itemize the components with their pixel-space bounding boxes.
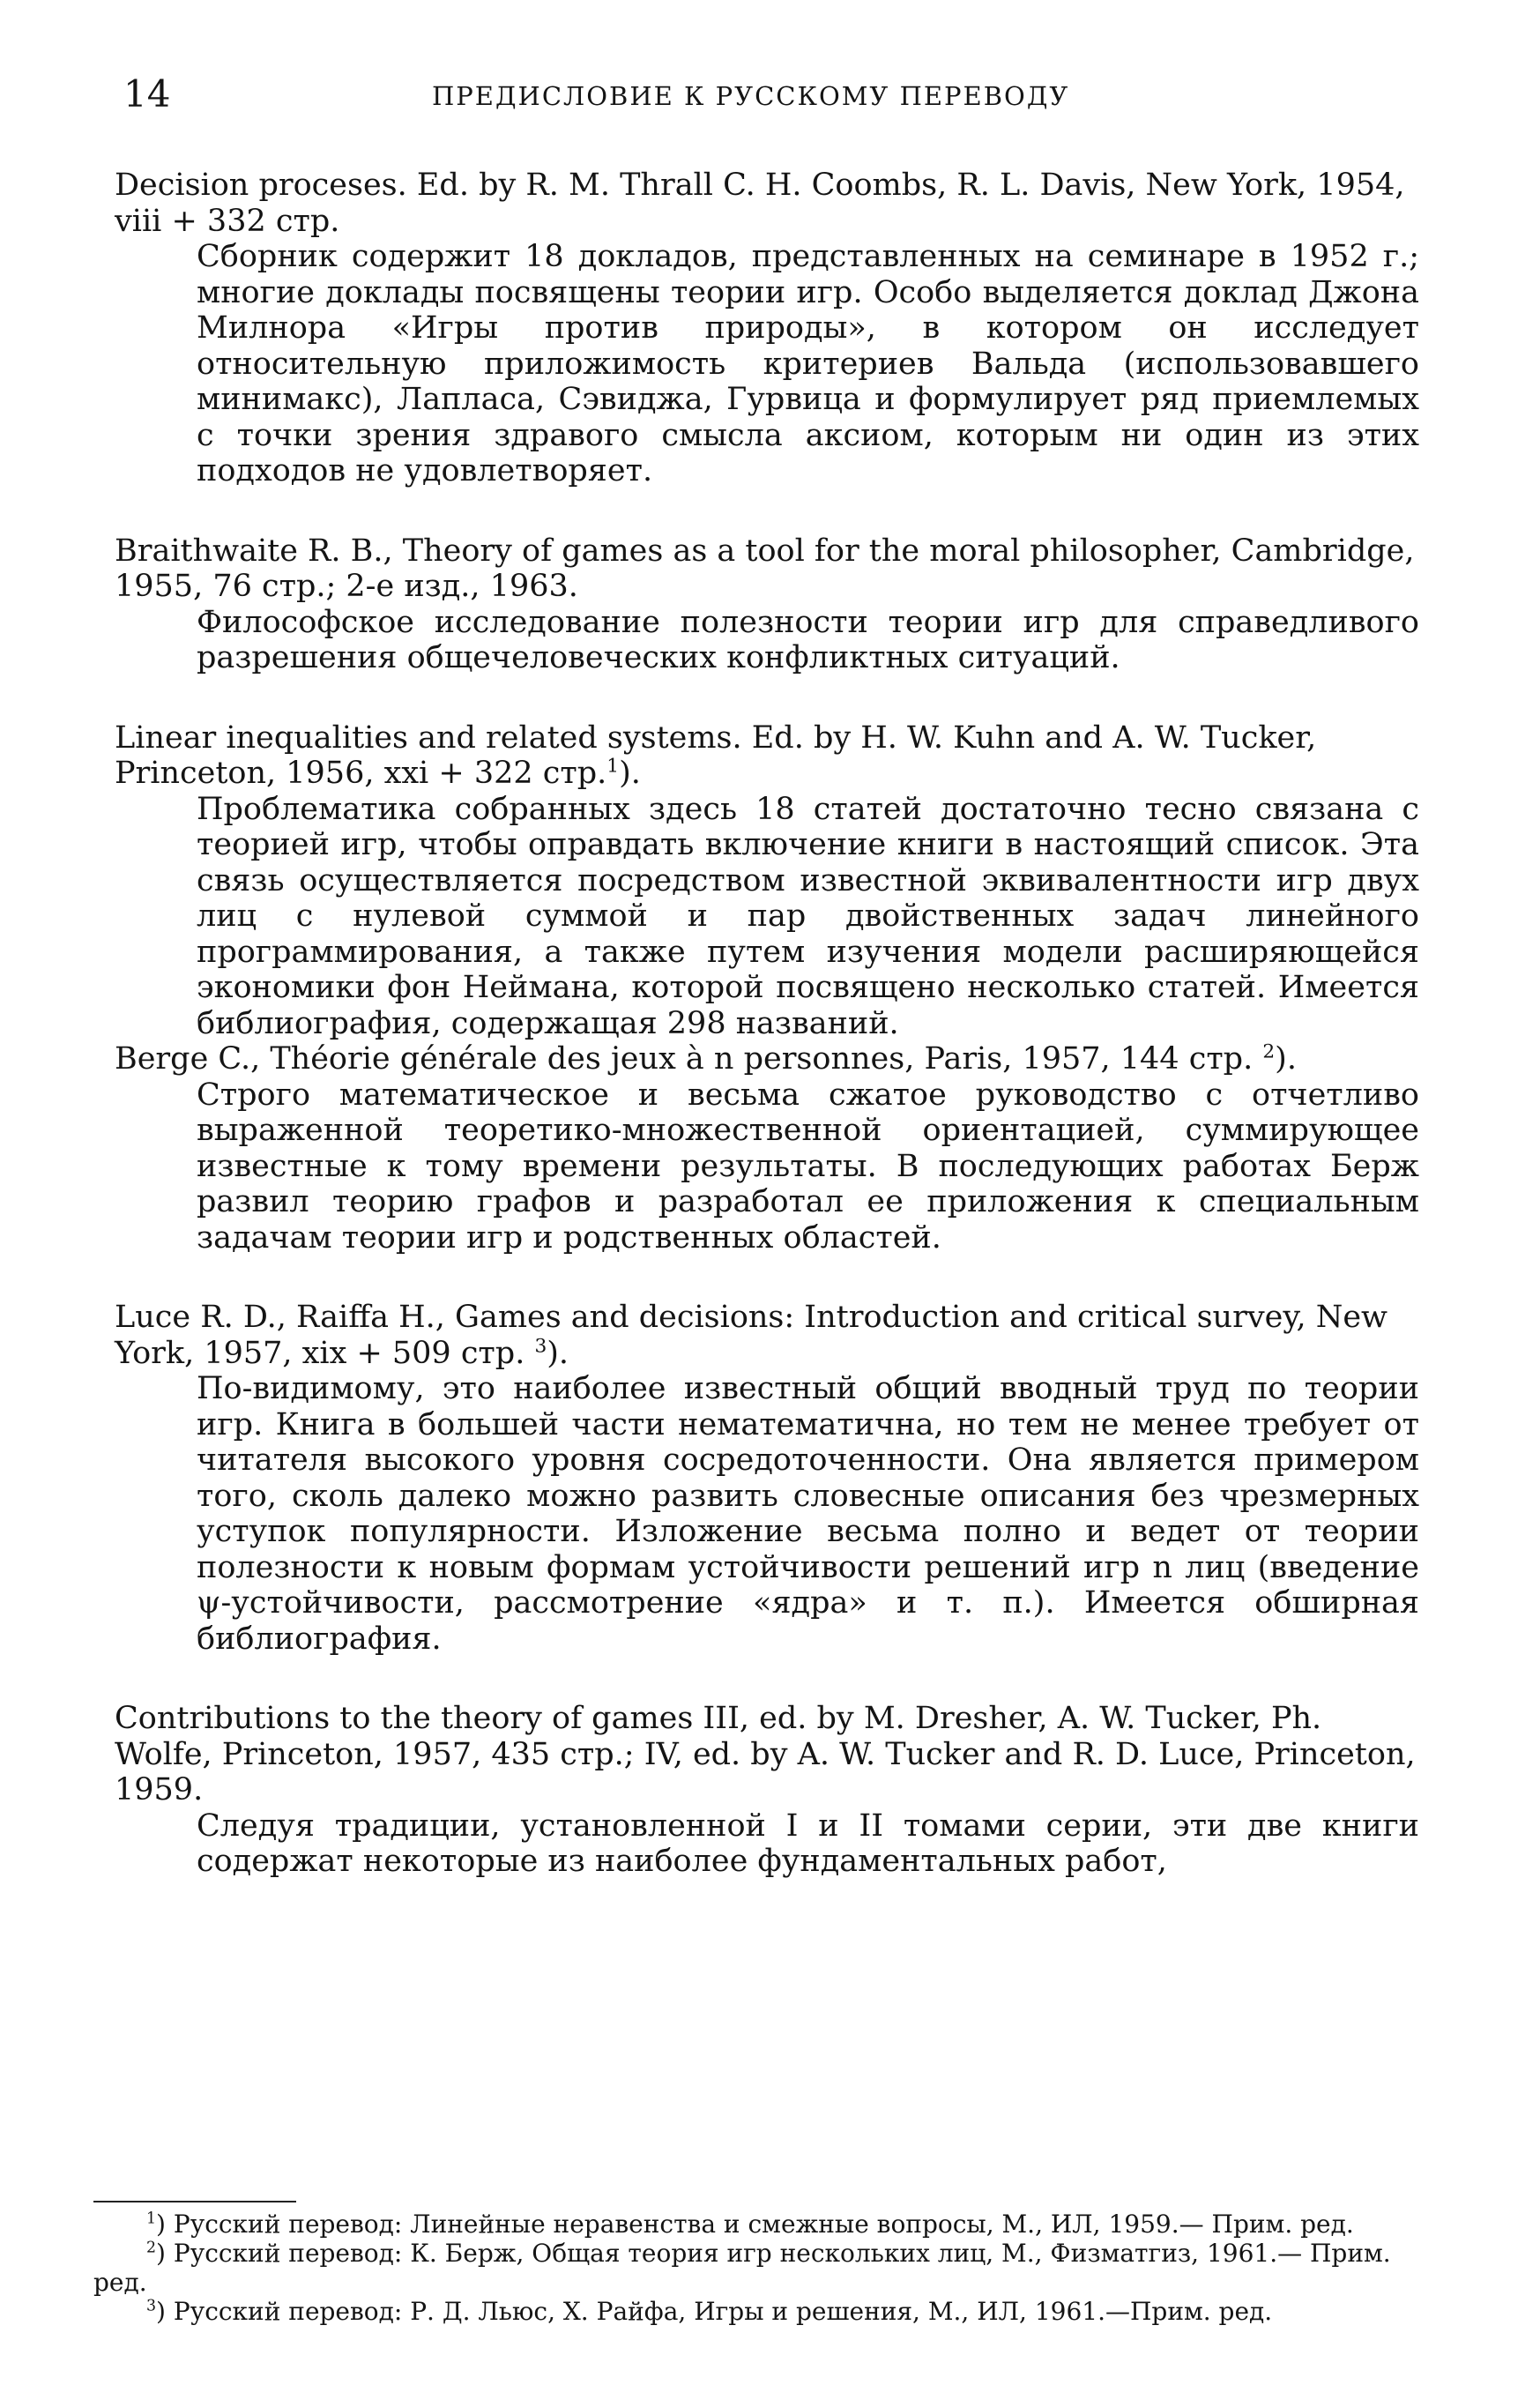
page-number: 14 [123, 72, 171, 116]
footnote-3: $^3$) Русский перевод: Р. Д. Льюс, Х. Райфа, Игры и решения, М., ИЛ, 1961.—Прим. ред. [146, 2297, 1273, 2326]
annotation-braithwaite: Философское исследование полезности теории игр для справедливого разрешения общечеловеческих конфликтных ситуаций. [197, 604, 1419, 675]
bib-entry-contributions: Contributions to the theory of games III, ed. by M. Dresher, A. W. Tucker, Ph. Wolfe, Princeton, 1957, 435 стр.; IV, ed. by A. W. Tucker and R. D. Luce, Princeton, 1959. [115, 1701, 1416, 1807]
footnote-rule [93, 2201, 296, 2202]
footnotes [93, 2210, 1425, 2326]
footnote-text: Русский перевод: Р. Д. Льюс, Х. Райфа, Игры и решения, М., ИЛ, 1961.—Прим. ред. [173, 2297, 1273, 2326]
footnote-ref-3: 3 [534, 1334, 547, 1357]
page-header [115, 72, 1428, 125]
bib-entry-braithwaite: Braithwaite R. B., Theory of games as a tool for the moral philosopher, Cambridge, 1955, 76 стр.; 2-е изд., 1963. [115, 533, 1415, 604]
annotation-linear-inequalities: Проблематика собранных здесь 18 статей достаточно тесно связана с теорией игр, чтобы оправдать включение книги в настоящий список. Эта связь осуществляется посредством известной эквивалентности игр двух лиц с нулевой суммой и пар двойственных задач линейного программирования, а также путем изучения модели расширяющейся экономики фон Неймана, которой посвящено несколько статей. Имеется библиография, содержащая 298 названий. [197, 791, 1419, 1041]
bib-entry-berge: Berge C., Théorie générale des jeux à n personnes, Paris, 1957, 144 стр. $^2$). [115, 1040, 1297, 1077]
annotation-decision-processes: Сборник содержит 18 докладов, представленных на семинаре в 1952 г.; многие доклады посвящены теории игр. Особо выделяется доклад Джона Милнора «Игры против природы», в котором он исследует относительную приложимость критериев Вальда (использовавшего минимакс), Лапласа, Сэвиджа, Гурвица и формулирует ряд приемлемых с точки зрения здравого смысла аксиом, которым ни один из этих подходов не удовлетворяет. [197, 239, 1419, 488]
annotation-luce-raiffa: По-видимому, это наиболее известный общий вводный труд по теории игр. Книга в большей части нематематична, но тем не менее требует от читателя высокого уровня сосредоточенности. Она является примером того, сколь далеко можно развить словесные описания без чрезмерных уступок популярности. Изложение весьма полно и ведет от теории полезности к новым формам устойчивости решений игр n лиц (введение ψ-устойчивости, рассмотрение «ядра» и т. п.). Имеется обширная библиография. [197, 1371, 1419, 1657]
footnote-ref-2: 2 [1262, 1040, 1276, 1063]
footnote-mark: 2 [146, 2239, 157, 2257]
footnote-mark: 3 [146, 2297, 157, 2315]
running-title: ПРЕДИСЛОВИЕ К РУССКОМУ ПЕРЕВОДУ [432, 81, 1070, 111]
footnote-text: Русский перевод: К. Берж, Общая теория игр нескольких лиц, М., Физматгиз, 1961.— Прим. ред. [93, 2239, 1391, 2297]
footnote-ref-1: 1 [606, 755, 620, 778]
bib-entry-decision-processes: Decision proceses. Ed. by R. M. Thrall C. H. Coombs, R. L. Davis, New York, 1954, viii + 332 стр. [115, 168, 1405, 239]
footnote-text: Русский перевод: Линейные неравенства и смежные вопросы, М., ИЛ, 1959.— Прим. ред. [173, 2210, 1354, 2239]
annotation-contributions: Следуя традиции, установленной I и II томами серии, эти две книги содержат некоторые из наиболее фундаментальных работ, [197, 1807, 1419, 1879]
bib-entry-luce-raiffa: Luce R. D., Raiffa H., Games and decisions: Introduction and critical survey, New York, 1957, xix + 509 стр. $^3$). [115, 1300, 1387, 1371]
bibliography-body [115, 168, 1419, 1880]
bib-entry-linear-inequalities: Linear inequalities and related systems. Ed. by H. W. Kuhn and A. W. Tucker, Princeton, 1956, xxi + 322 стр.$^1$). [115, 719, 1317, 791]
footnote-mark: 1 [146, 2210, 157, 2228]
footnote-1: $^1$) Русский перевод: Линейные неравенства и смежные вопросы, М., ИЛ, 1959.— Прим. ред. [146, 2210, 1354, 2239]
annotation-berge: Строго математическое и весьма сжатое руководство с отчетливо выраженной теоретико-множественной ориентацией, суммирующее известные к тому времени результаты. В последующих работах Берж развил теорию графов и разработал ее приложения к специальным задачам теории игр и родственных областей. [197, 1077, 1419, 1256]
footnote-2: $^2$) Русский перевод: К. Берж, Общая теория игр нескольких лиц, М., Физматгиз, 1961.— Прим. ред. [93, 2239, 1391, 2297]
